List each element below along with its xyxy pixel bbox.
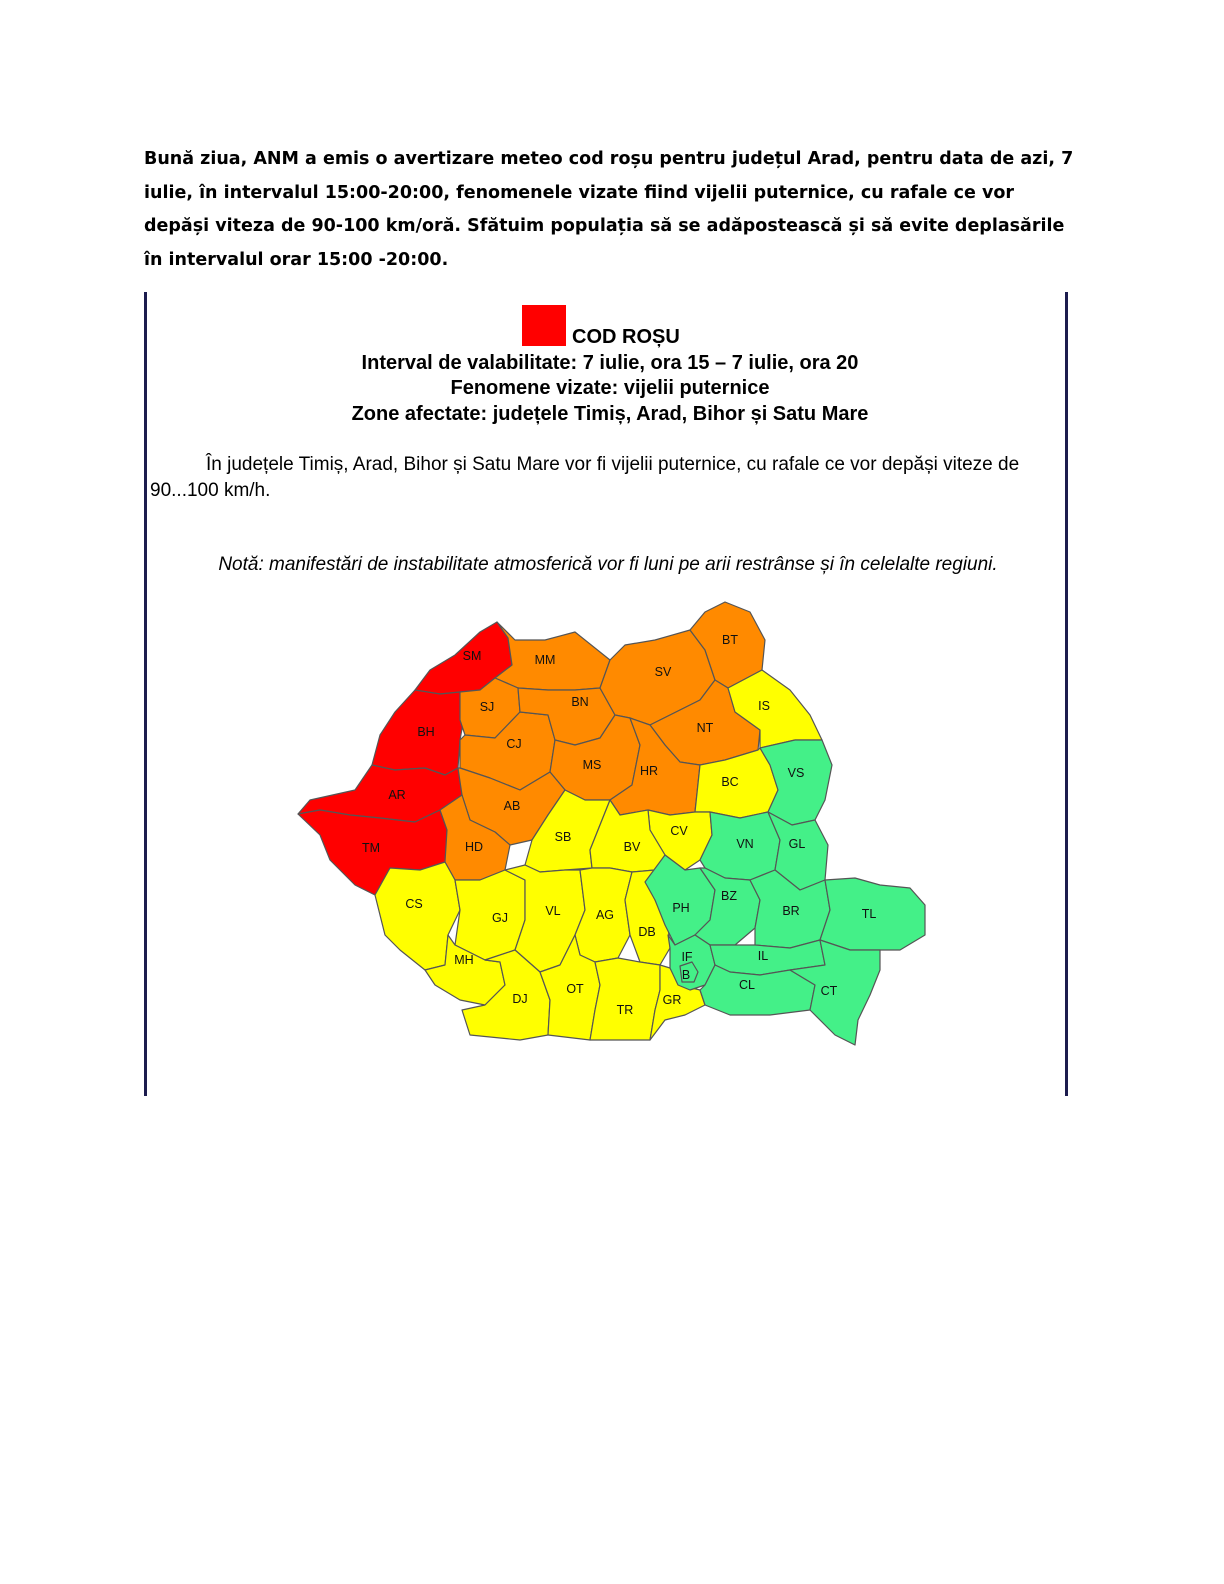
county-label-TM: TM (361, 841, 381, 855)
county-label-IL: IL (757, 949, 769, 963)
county-label-SV: SV (654, 665, 672, 679)
county-label-VL: VL (545, 904, 561, 918)
county-GJ (455, 870, 525, 960)
phenomena-line: Fenomene vizate: vijelii puternice (450, 377, 770, 399)
county-label-AR: AR (388, 788, 406, 802)
county-label-DJ: DJ (512, 992, 528, 1006)
county-label-IS: IS (758, 699, 770, 713)
intro-paragraph: Bună ziua, ANM a emis o avertizare meteo cod roșu pentru județul Arad, pentru data de azi, 7 iulie, în intervalul 15:00-20:00, fenomenele vizate fiind vijelii puternice, cu rafale ce vor depăși viteza de 90-100 km/oră. Sfătuim populația să se adăpostească și să evite deplasările în intervalul orar 15:00 -20:00. (144, 149, 1074, 270)
county-label-GJ: GJ (492, 911, 508, 925)
county-label-MS: MS (582, 758, 602, 772)
county-label-BZ: BZ (721, 889, 737, 903)
code-title: COD ROȘU (572, 326, 680, 348)
county-label-TR: TR (616, 1003, 634, 1017)
county-label-AB: AB (503, 799, 521, 813)
county-label-HR: HR (639, 764, 659, 778)
county-label-SM: SM (462, 649, 482, 663)
county-label-IF: IF (681, 950, 693, 964)
county-label-B: B (681, 968, 691, 982)
county-label-VN: VN (736, 837, 754, 851)
county-label-AG: AG (595, 908, 615, 922)
affected-zones: Zone afectate: județele Timiș, Arad, Bihor și Satu Mare (351, 403, 869, 425)
county-label-CL: CL (739, 978, 755, 992)
county-label-BT: BT (722, 633, 738, 647)
county-label-CT: CT (820, 984, 838, 998)
county-label-CS: CS (405, 897, 423, 911)
county-TR (590, 958, 660, 1040)
county-label-BH: BH (417, 725, 435, 739)
county-label-MM: MM (534, 653, 556, 667)
county-label-TL: TL (861, 907, 877, 921)
county-label-SJ: SJ (479, 700, 495, 714)
county-label-PH: PH (672, 901, 690, 915)
county-label-CJ: CJ (506, 737, 522, 751)
warning-body: În județele Timiș, Arad, Bihor și Satu Mare vor fi vijelii puternice, cu rafale ce vor depăși viteze de 90...100 km/h. (150, 454, 1020, 501)
county-label-BN: BN (571, 695, 589, 709)
county-label-BC: BC (721, 775, 739, 789)
county-label-NT: NT (696, 721, 714, 735)
county-label-VS: VS (787, 766, 805, 780)
warning-note: Notă: manifestări de instabilitate atmosferică vor fi luni pe arii restrânse și în celelalte regiuni. (218, 554, 998, 575)
county-label-GR: GR (662, 993, 682, 1007)
county-label-GL: GL (788, 837, 806, 851)
county-label-SB: SB (554, 830, 572, 844)
county-label-OT: OT (566, 982, 584, 996)
county-label-DB: DB (638, 925, 656, 939)
county-label-HD: HD (464, 840, 484, 854)
county-label-BV: BV (623, 840, 641, 854)
county-label-BR: BR (782, 904, 800, 918)
county-label-CV: CV (670, 824, 688, 838)
validity-interval: Interval de valabilitate: 7 iulie, ora 15 – 7 iulie, ora 20 (361, 352, 859, 374)
county-label-MH: MH (454, 953, 474, 967)
